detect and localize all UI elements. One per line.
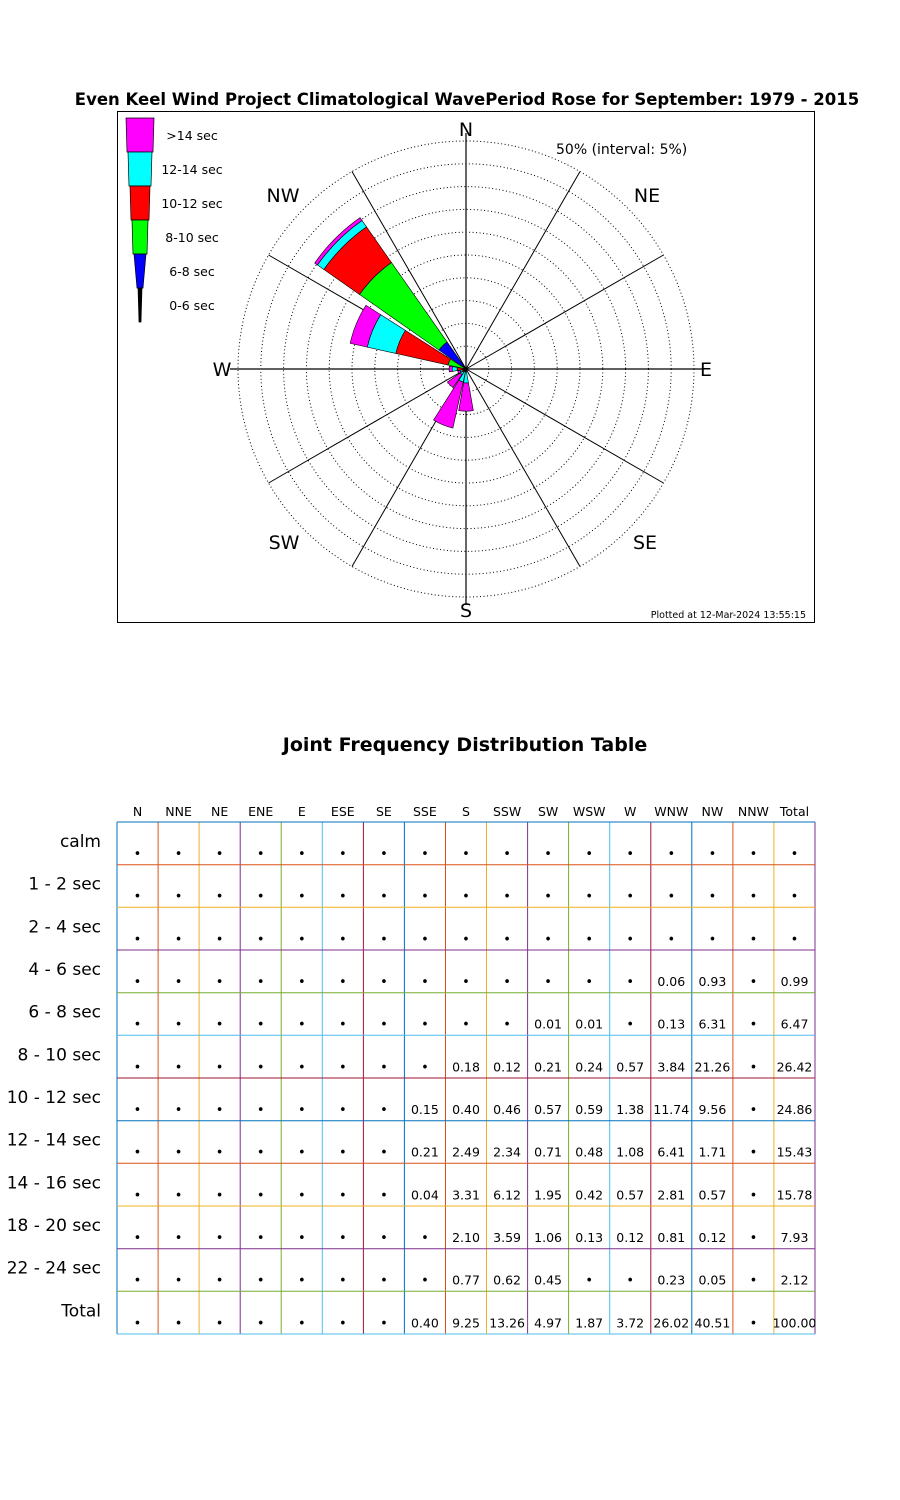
rose-spoke (466, 369, 663, 483)
legend-label: 12-14 sec (161, 162, 223, 177)
table-cell: 0.13 (657, 1016, 686, 1032)
table-cell: • (215, 1231, 224, 1246)
table-cell: • (338, 1103, 347, 1118)
table-cell: 3.84 (657, 1059, 686, 1075)
table-cell: • (133, 889, 142, 905)
table-cell: 11.74 (653, 1102, 690, 1117)
table-cell: • (174, 1231, 183, 1246)
column-header: Total (779, 804, 810, 819)
table-cell: • (421, 1017, 429, 1033)
table-cell: • (133, 1145, 142, 1161)
table-cell: • (174, 1145, 183, 1161)
table-cell: • (215, 1188, 224, 1204)
table-cell: • (380, 975, 388, 990)
table-cell: • (380, 1103, 388, 1118)
table-cell: • (174, 1060, 183, 1076)
table-cell: • (256, 1145, 265, 1161)
table-cell: 0.57 (534, 1102, 563, 1117)
table-cell: • (174, 932, 183, 948)
legend-swatch (132, 220, 148, 254)
table-cell: • (380, 1017, 388, 1033)
table-cell: • (297, 1273, 306, 1289)
joint-frequency-table (0, 790, 900, 1350)
row-label: 2 - 4 sec (28, 917, 101, 938)
table-cell: • (338, 889, 347, 905)
table-cell: • (174, 1273, 183, 1289)
table-cell: • (215, 1273, 224, 1289)
table-cell: 6.41 (657, 1144, 686, 1160)
table-cell: 9.25 (452, 1315, 480, 1331)
table-cell: • (338, 975, 347, 990)
table-cell: • (174, 1316, 183, 1332)
legend-swatch (138, 288, 142, 322)
table-cell: • (790, 889, 799, 905)
table-cell: • (462, 975, 470, 990)
table-cell: • (297, 1060, 306, 1076)
table-cell: • (749, 975, 758, 990)
table-cell: 0.01 (534, 1016, 563, 1032)
table-cell: • (421, 1273, 429, 1289)
legend-swatch (126, 118, 154, 152)
table-cell: • (133, 847, 142, 862)
table-cell: 0.57 (616, 1059, 645, 1075)
table-cell: • (174, 847, 183, 862)
table-cell: • (462, 889, 470, 905)
table-cell: • (297, 932, 306, 948)
table-cell: • (749, 1231, 758, 1246)
table-cell: 1.95 (534, 1187, 563, 1203)
table-cell: 0.12 (698, 1230, 727, 1245)
column-header: NW (701, 804, 724, 819)
table-cell: • (297, 975, 306, 990)
table-cell: • (749, 1273, 758, 1289)
table-cell: 0.12 (616, 1230, 645, 1245)
table-cell: • (297, 1188, 306, 1204)
column-header: S (462, 804, 470, 819)
row-label: 12 - 14 sec (6, 1130, 101, 1151)
table-cell: • (338, 1273, 347, 1289)
table-cell: • (133, 1188, 142, 1204)
table-cell: • (626, 1273, 635, 1289)
table-cell: • (380, 1145, 388, 1161)
table-cell: • (380, 932, 388, 948)
table-cell: 0.01 (575, 1016, 604, 1032)
table-cell: • (380, 1273, 388, 1289)
table-cell: • (133, 932, 142, 948)
table-cell: • (421, 1060, 429, 1076)
table-cell: 0.48 (575, 1144, 604, 1160)
plotted-timestamp: Plotted at 12-Mar-2024 13:55:15 (650, 610, 806, 621)
table-cell: • (749, 1017, 758, 1033)
table-cell: • (708, 847, 717, 862)
column-header: SSE (413, 804, 437, 819)
table-cell: 0.77 (452, 1272, 480, 1288)
column-header: W (624, 804, 637, 819)
table-cell: • (215, 1060, 224, 1076)
table-cell: • (297, 847, 306, 862)
rose-spoke (466, 255, 663, 369)
table-cell: • (256, 1060, 265, 1076)
dir-label-nw: NW (266, 185, 300, 207)
table-cell: • (503, 889, 511, 905)
column-header: NE (210, 804, 229, 819)
table-cell: • (749, 1103, 758, 1118)
table-cell: • (790, 932, 799, 948)
rose-plot-frame (117, 111, 815, 623)
row-label: 18 - 20 sec (6, 1216, 101, 1236)
table-cell: • (585, 975, 594, 990)
table-cell: • (338, 847, 347, 862)
table-cell: 0.71 (534, 1144, 563, 1160)
table-cell: 0.12 (493, 1059, 522, 1075)
table-cell: • (544, 932, 552, 948)
row-label: calm (59, 832, 101, 852)
table-cell: • (708, 932, 717, 948)
table-title: Joint Frequency Distribution Table (282, 734, 648, 756)
table-cell: • (749, 1188, 758, 1204)
table-cell: 0.40 (410, 1315, 439, 1331)
table-cell: • (462, 932, 470, 948)
legend-label: 8-10 sec (165, 230, 219, 245)
table-cell: • (708, 889, 717, 905)
table-cell: 0.24 (575, 1059, 604, 1075)
table-cell: • (380, 847, 388, 862)
column-header: ESE (330, 804, 355, 819)
table-cell: • (215, 1017, 224, 1033)
table-cell: • (297, 889, 306, 905)
table-cell: • (256, 1316, 265, 1332)
table-cell: 9.56 (698, 1102, 727, 1117)
table-cell: • (256, 1017, 265, 1033)
dir-label-w: W (212, 359, 232, 381)
rose-wedge-w (449, 366, 452, 372)
table-cell: • (626, 975, 635, 990)
table-cell: • (749, 1145, 758, 1161)
table-cell: • (749, 847, 758, 862)
table-cell: • (174, 889, 183, 905)
table-cell: • (544, 889, 552, 905)
table-cell: • (297, 1316, 306, 1332)
table-cell: • (626, 847, 635, 862)
table-cell: • (462, 1017, 470, 1033)
table-cell: 0.81 (657, 1230, 686, 1245)
table-cell: • (544, 975, 552, 990)
table-cell: • (338, 1188, 347, 1204)
rose-title: Even Keel Wind Project Climatological WavePeriod Rose for September: 1979 - 2015 (74, 90, 860, 109)
table-cell: • (133, 1316, 142, 1332)
legend-label: 10-12 sec (161, 196, 223, 211)
table-cell: • (626, 932, 635, 948)
table-cell: • (380, 1231, 388, 1246)
table-cell: • (174, 1017, 183, 1033)
table-cell: • (256, 847, 265, 862)
table-cell: 100.00 (772, 1315, 817, 1331)
table-cell: • (790, 847, 799, 862)
table-cell: 0.59 (575, 1102, 604, 1117)
row-label: 8 - 10 sec (17, 1045, 101, 1066)
column-header: WNW (654, 804, 689, 819)
table-cell: • (380, 1060, 388, 1076)
table-cell: 0.06 (657, 974, 686, 989)
table-cell: 0.23 (657, 1272, 686, 1288)
table-cell: • (503, 847, 511, 862)
table-cell: • (421, 847, 429, 862)
table-cell: 1.71 (698, 1144, 727, 1160)
table-cell: 26.42 (776, 1059, 813, 1075)
table-cell: 0.21 (534, 1059, 563, 1075)
column-header: WSW (572, 804, 606, 819)
table-cell: • (256, 1231, 265, 1246)
table-cell: • (544, 847, 552, 862)
table-cell: • (338, 1060, 347, 1076)
wind-rose-chart (118, 112, 816, 624)
table-cell: 13.26 (489, 1315, 525, 1331)
table-cell: • (174, 1188, 183, 1204)
legend-swatch (134, 254, 146, 288)
table-cell: 1.06 (534, 1230, 563, 1245)
table-cell: • (297, 1231, 306, 1246)
table-cell: 15.43 (776, 1144, 813, 1160)
table-cell: 2.10 (452, 1230, 480, 1245)
table-cell: • (133, 1231, 142, 1246)
column-header: SW (537, 804, 559, 819)
table-cell: • (338, 1316, 347, 1332)
table-cell: • (256, 889, 265, 905)
table-cell: • (215, 889, 224, 905)
table-cell: 0.05 (698, 1272, 727, 1288)
table-cell: • (133, 1103, 142, 1118)
table-cell: • (585, 1273, 594, 1289)
table-cell: 0.45 (534, 1272, 563, 1288)
table-cell: • (503, 1017, 511, 1033)
column-header: N (132, 804, 143, 819)
table-cell: 1.38 (616, 1102, 645, 1117)
table-cell: • (749, 932, 758, 948)
column-header: E (297, 804, 306, 819)
column-header: ENE (248, 804, 274, 819)
table-cell: • (297, 1103, 306, 1118)
dir-label-s: S (459, 600, 473, 622)
rose-wedge-ssw (434, 380, 464, 428)
rose-wedges (315, 218, 474, 428)
table-cell: • (256, 1273, 265, 1289)
table-cell: 4.97 (534, 1315, 563, 1331)
table-cell: 0.18 (452, 1059, 480, 1075)
rose-legend (126, 118, 223, 322)
row-label: 22 - 24 sec (6, 1258, 101, 1279)
table-cell: 0.62 (493, 1272, 522, 1288)
row-label: 14 - 16 sec (6, 1173, 101, 1194)
table-cell: • (133, 975, 142, 990)
table-cell: 21.26 (694, 1059, 731, 1075)
dir-label-sw: SW (268, 532, 300, 554)
table-cell: • (215, 1145, 224, 1161)
table-cell: • (503, 975, 511, 990)
legend-label: 0-6 sec (169, 298, 215, 313)
table-cell: • (215, 1316, 224, 1332)
table-cell: • (380, 889, 388, 905)
table-cell: 2.34 (493, 1144, 522, 1160)
table-cell: • (462, 847, 470, 862)
table-cell: • (256, 1103, 265, 1118)
table-cell: • (585, 847, 594, 862)
rose-spoke (269, 369, 466, 483)
table-cell: • (215, 932, 224, 948)
table-cell: 6.47 (780, 1016, 809, 1032)
dir-label-ne: NE (633, 185, 661, 207)
table-cell: • (133, 1060, 142, 1076)
legend-swatch (128, 152, 152, 186)
table-cell: • (133, 1273, 142, 1289)
table-cell: • (749, 1060, 758, 1076)
table-cell: • (626, 1017, 635, 1033)
table-cell: 7.93 (780, 1230, 809, 1245)
row-label: Total (61, 1301, 101, 1322)
table-cell: 0.46 (493, 1102, 522, 1117)
table-cell: 0.40 (452, 1102, 480, 1117)
legend-swatch (130, 186, 150, 220)
row-label: 6 - 8 sec (28, 1002, 101, 1023)
column-header: SE (375, 804, 392, 819)
table-cell: 40.51 (694, 1315, 731, 1331)
legend-label: >14 sec (166, 128, 218, 143)
legend-label: 6-8 sec (169, 264, 215, 279)
table-cell: 0.42 (575, 1187, 604, 1203)
table-cell: • (256, 1188, 265, 1204)
table-cell: 24.86 (776, 1102, 813, 1117)
table-cell: • (626, 889, 635, 905)
table-cell: • (503, 932, 511, 948)
table-cell: • (421, 889, 429, 905)
table-cell: • (338, 1017, 347, 1033)
table-cell: 3.59 (493, 1230, 522, 1245)
table-cell: • (215, 975, 224, 990)
table-cell: • (256, 932, 265, 948)
rose-spoke (466, 172, 580, 369)
table-cell: 0.99 (780, 974, 809, 989)
table-cell: • (338, 1145, 347, 1161)
table-cell: 0.93 (698, 974, 727, 989)
column-header: NNE (165, 804, 192, 819)
rose-scale-label: 50% (interval: 5%) (556, 142, 688, 158)
table-cell: 6.31 (698, 1016, 727, 1032)
table-cell: 6.12 (493, 1187, 522, 1203)
table-cell: 0.57 (616, 1187, 645, 1203)
table-cell: 0.21 (410, 1144, 439, 1160)
table-cell: • (667, 889, 676, 905)
table-cell: • (585, 932, 594, 948)
table-cell: • (338, 932, 347, 948)
dir-label-se: SE (632, 532, 658, 554)
table-cell: 15.78 (776, 1187, 813, 1203)
table-cell: • (421, 975, 429, 990)
table-cell: 0.13 (575, 1230, 604, 1245)
row-label: 1 - 2 sec (28, 874, 101, 895)
table-cell: • (667, 932, 676, 948)
table-cell: • (380, 1316, 388, 1332)
dir-label-e: E (699, 359, 713, 381)
table-cell: 1.08 (616, 1144, 645, 1160)
table-cell: • (667, 847, 676, 862)
table-cell: • (215, 847, 224, 862)
table-cell: • (749, 1316, 758, 1332)
table-cell: 3.72 (616, 1315, 645, 1331)
table-cell: • (585, 889, 594, 905)
table-cell: 3.31 (452, 1187, 480, 1203)
column-header: SSW (492, 804, 522, 819)
table-cell: 0.15 (410, 1102, 439, 1117)
rose-wedge-w (452, 367, 457, 372)
table-cell: • (174, 975, 183, 990)
row-label: 10 - 12 sec (6, 1088, 101, 1108)
table-cell: • (297, 1145, 306, 1161)
table-cell: • (174, 1103, 183, 1118)
row-label: 4 - 6 sec (28, 960, 101, 980)
table-cell: • (421, 1231, 429, 1246)
table-cell: • (297, 1017, 306, 1033)
table-cell: • (133, 1017, 142, 1033)
table-cell: • (338, 1231, 347, 1246)
table-cell: 26.02 (653, 1315, 690, 1331)
table-cell: • (421, 932, 429, 948)
table-cell: • (215, 1103, 224, 1118)
rose-spoke (466, 369, 580, 566)
table-cell: 1.87 (575, 1315, 604, 1331)
column-header: NNW (737, 804, 769, 819)
table-cell: 2.49 (452, 1144, 480, 1160)
table-cell: • (380, 1188, 388, 1204)
dir-label-n: N (458, 119, 474, 141)
table-cell: 0.57 (698, 1187, 727, 1203)
table-cell: 2.12 (780, 1272, 809, 1288)
table-cell: 0.04 (410, 1187, 439, 1203)
table-cell: • (749, 889, 758, 905)
table-cell: 2.81 (657, 1187, 686, 1203)
table-cell: • (256, 975, 265, 990)
